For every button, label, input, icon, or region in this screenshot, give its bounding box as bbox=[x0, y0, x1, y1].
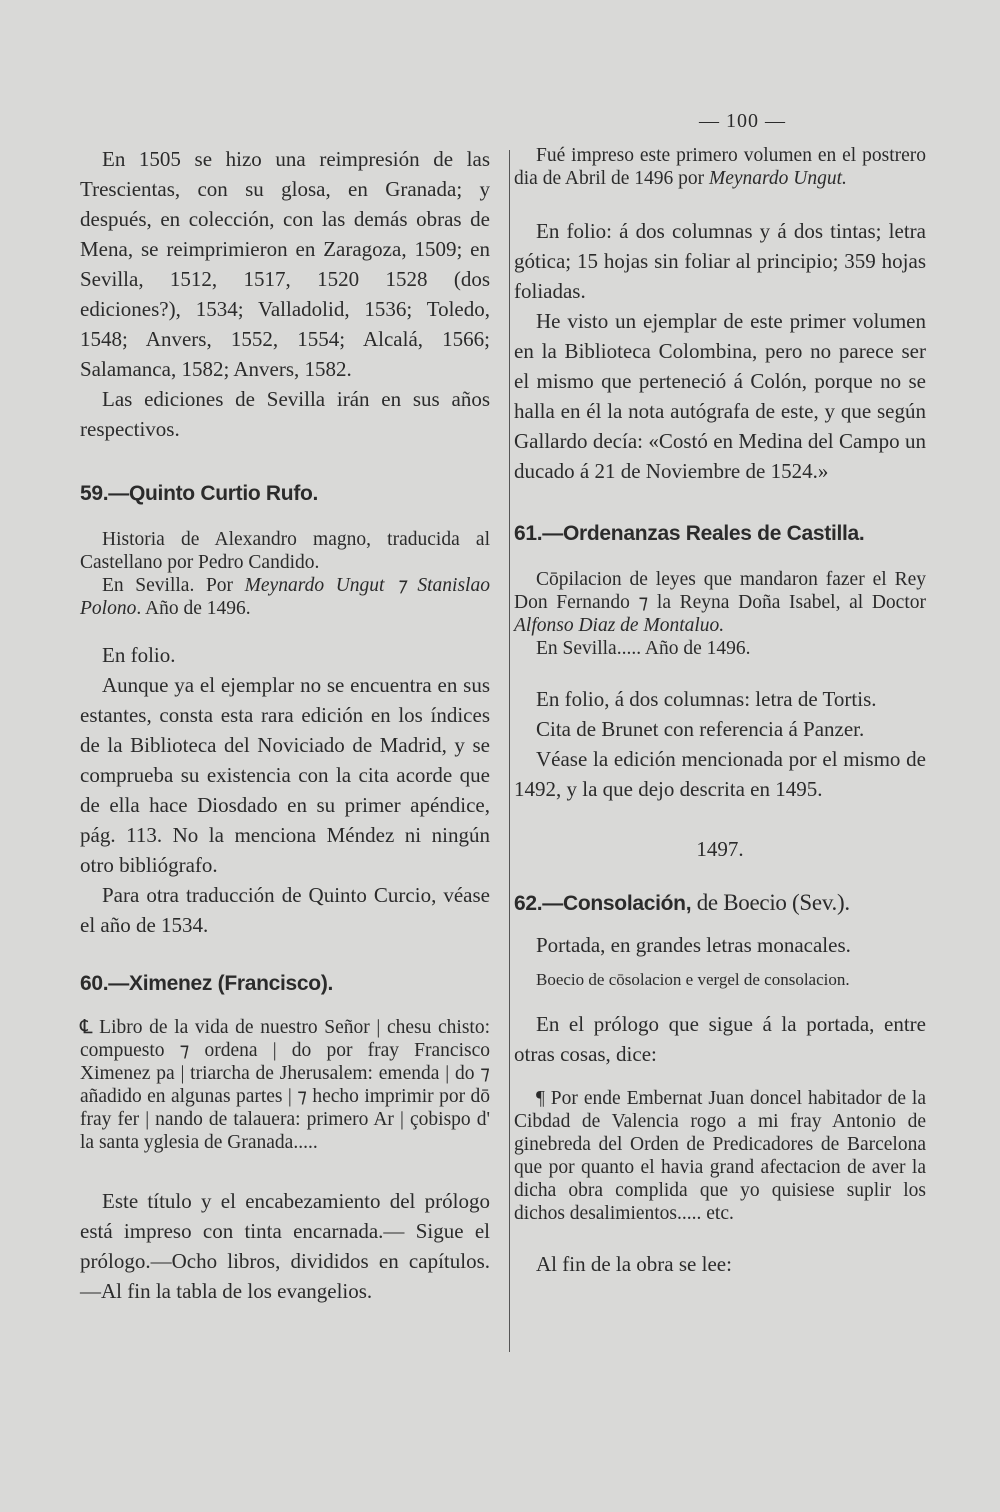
paragraph-format: En folio: á dos columnas y á dos tintas; letra gótica; 15 hojas sin foliar al principio; 359 hojas foliadas. bbox=[514, 219, 926, 303]
entry-62-title: Boecio de cōsolacion e vergel de consolacion. bbox=[536, 970, 850, 989]
page-number: — 100 — bbox=[699, 110, 786, 132]
column-divider bbox=[509, 150, 510, 1352]
entry-61-title: Cōpilacion de leyes que mandaron fazer el Rey Don Fernando ⁊ la Reyna Doña Isabel, al Doctor Alfonso Diaz de Montaluo. bbox=[514, 569, 926, 636]
entry-62-prologue-note: En el prólogo que sigue á la portada, entre otras cosas, dice: bbox=[514, 1012, 926, 1066]
entry-59-heading: 59.—Quinto Curtio Rufo. bbox=[80, 482, 319, 505]
entry-62-heading: 62.—Consolación, de Boecio (Sev.). bbox=[514, 890, 850, 915]
entry-62-colophon-note: Al fin de la obra se lee: bbox=[536, 1252, 732, 1276]
paragraph-colombina: He visto un ejemplar de este primer volumen en la Biblioteca Colombina, pero no parece ser el mismo que perteneció á Colón, porque no se halla en él la nota autógrafa de este, y que según Gallardo decía: «Costó en Medina del Campo un ducado á 21 de Noviembre de 1524.» bbox=[514, 309, 926, 483]
entry-59-imprint: En Sevilla. Por Meynardo Ungut ⁊ Stanislao Polono. Año de 1496. bbox=[80, 575, 490, 619]
entry-62-quote: ¶ Por ende Embernat Juan doncel habitador de la Cibdad de Valencia rogo a mi fray Antonio de ginebreda del Orden de Predicadores de Barcelona que por quanto el havia grand afectacion de aver la dicha obra complida que yo quisiese suplir los dichos desalimientos..... etc. bbox=[514, 1088, 926, 1224]
left-column bbox=[80, 144, 490, 1306]
right-column bbox=[514, 144, 926, 1279]
entry-61-heading: 61.—Ordenanzas Reales de Castilla. bbox=[514, 522, 865, 545]
entry-59-note: Aunque ya el ejemplar no se encuentra en sus estantes, consta esta rara edición en los índices de la Biblioteca del Noviciado de Madrid, y se comprueba su existencia con la cita acorde que de ella hace Diosdado en su primer apéndice, pág. 113. No la menciona Méndez ni ningún otro bibliógrafo. bbox=[80, 673, 490, 877]
entry-62-titlepage: Portada, en grandes letras monacales. bbox=[536, 933, 851, 957]
entry-60-heading: 60.—Ximenez (Francisco). bbox=[80, 972, 334, 995]
year-heading: 1497. bbox=[696, 837, 744, 861]
entry-61-imprint: En Sevilla..... Año de 1496. bbox=[536, 638, 751, 659]
entry-60-title: ℄ Libro de la vida de nuestro Señor | chesu chisto: compuesto ⁊ ordena | do por fray Francisco Ximenez pa | triarcha de Jherusalem: emenda | do ⁊ añadido en algunas partes | ⁊ hecho imprimir por dō fray fer | nando de talauera: primero Ar | çobispo d' la santa yglesia de Granada..... bbox=[80, 1017, 490, 1153]
entry-61-format: En folio, á dos columnas: letra de Tortis. bbox=[536, 687, 877, 711]
entry-59-cross-reference: Para otra traducción de Quinto Curcio, véase el año de 1534. bbox=[80, 883, 490, 937]
paragraph-printing-date: Fué impreso este primero volumen en el postrero dia de Abril de 1496 por Meynardo Ungut. bbox=[514, 145, 926, 189]
paragraph-editions: En 1505 se hizo una reimpresión de las Trescientas, con su glosa, en Granada; y después, en colección, con las demás obras de Mena, se reimprimieron en Zaragoza, 1509; en Sevilla, 1512, 1517, 1520 1528 (dos ediciones?), 1534; Valladolid, 1536; Toledo, 1548; Anvers, 1552, 1554; Alcalá, 1566; Salamanca, 1582; Anvers, 1582. bbox=[80, 147, 490, 381]
entry-61-brunet: Cita de Brunet con referencia á Panzer. bbox=[536, 717, 865, 741]
entry-60-note: Este título y el encabezamiento del prólogo está impreso con tinta encarnada.— Sigue el prólogo.—Ocho libros, divididos en capítulos.—Al fin la tabla de los evangelios. bbox=[80, 1189, 490, 1303]
paragraph-sevilla-editions: Las ediciones de Sevilla irán en sus años respectivos. bbox=[80, 387, 490, 441]
entry-59-title: Historia de Alexandro magno, traducida al Castellano por Pedro Candido. bbox=[80, 529, 490, 573]
entry-59-format: En folio. bbox=[102, 643, 176, 667]
entry-61-cross-reference: Véase la edición mencionada por el mismo de 1492, y la que dejo descrita en 1495. bbox=[514, 747, 926, 801]
